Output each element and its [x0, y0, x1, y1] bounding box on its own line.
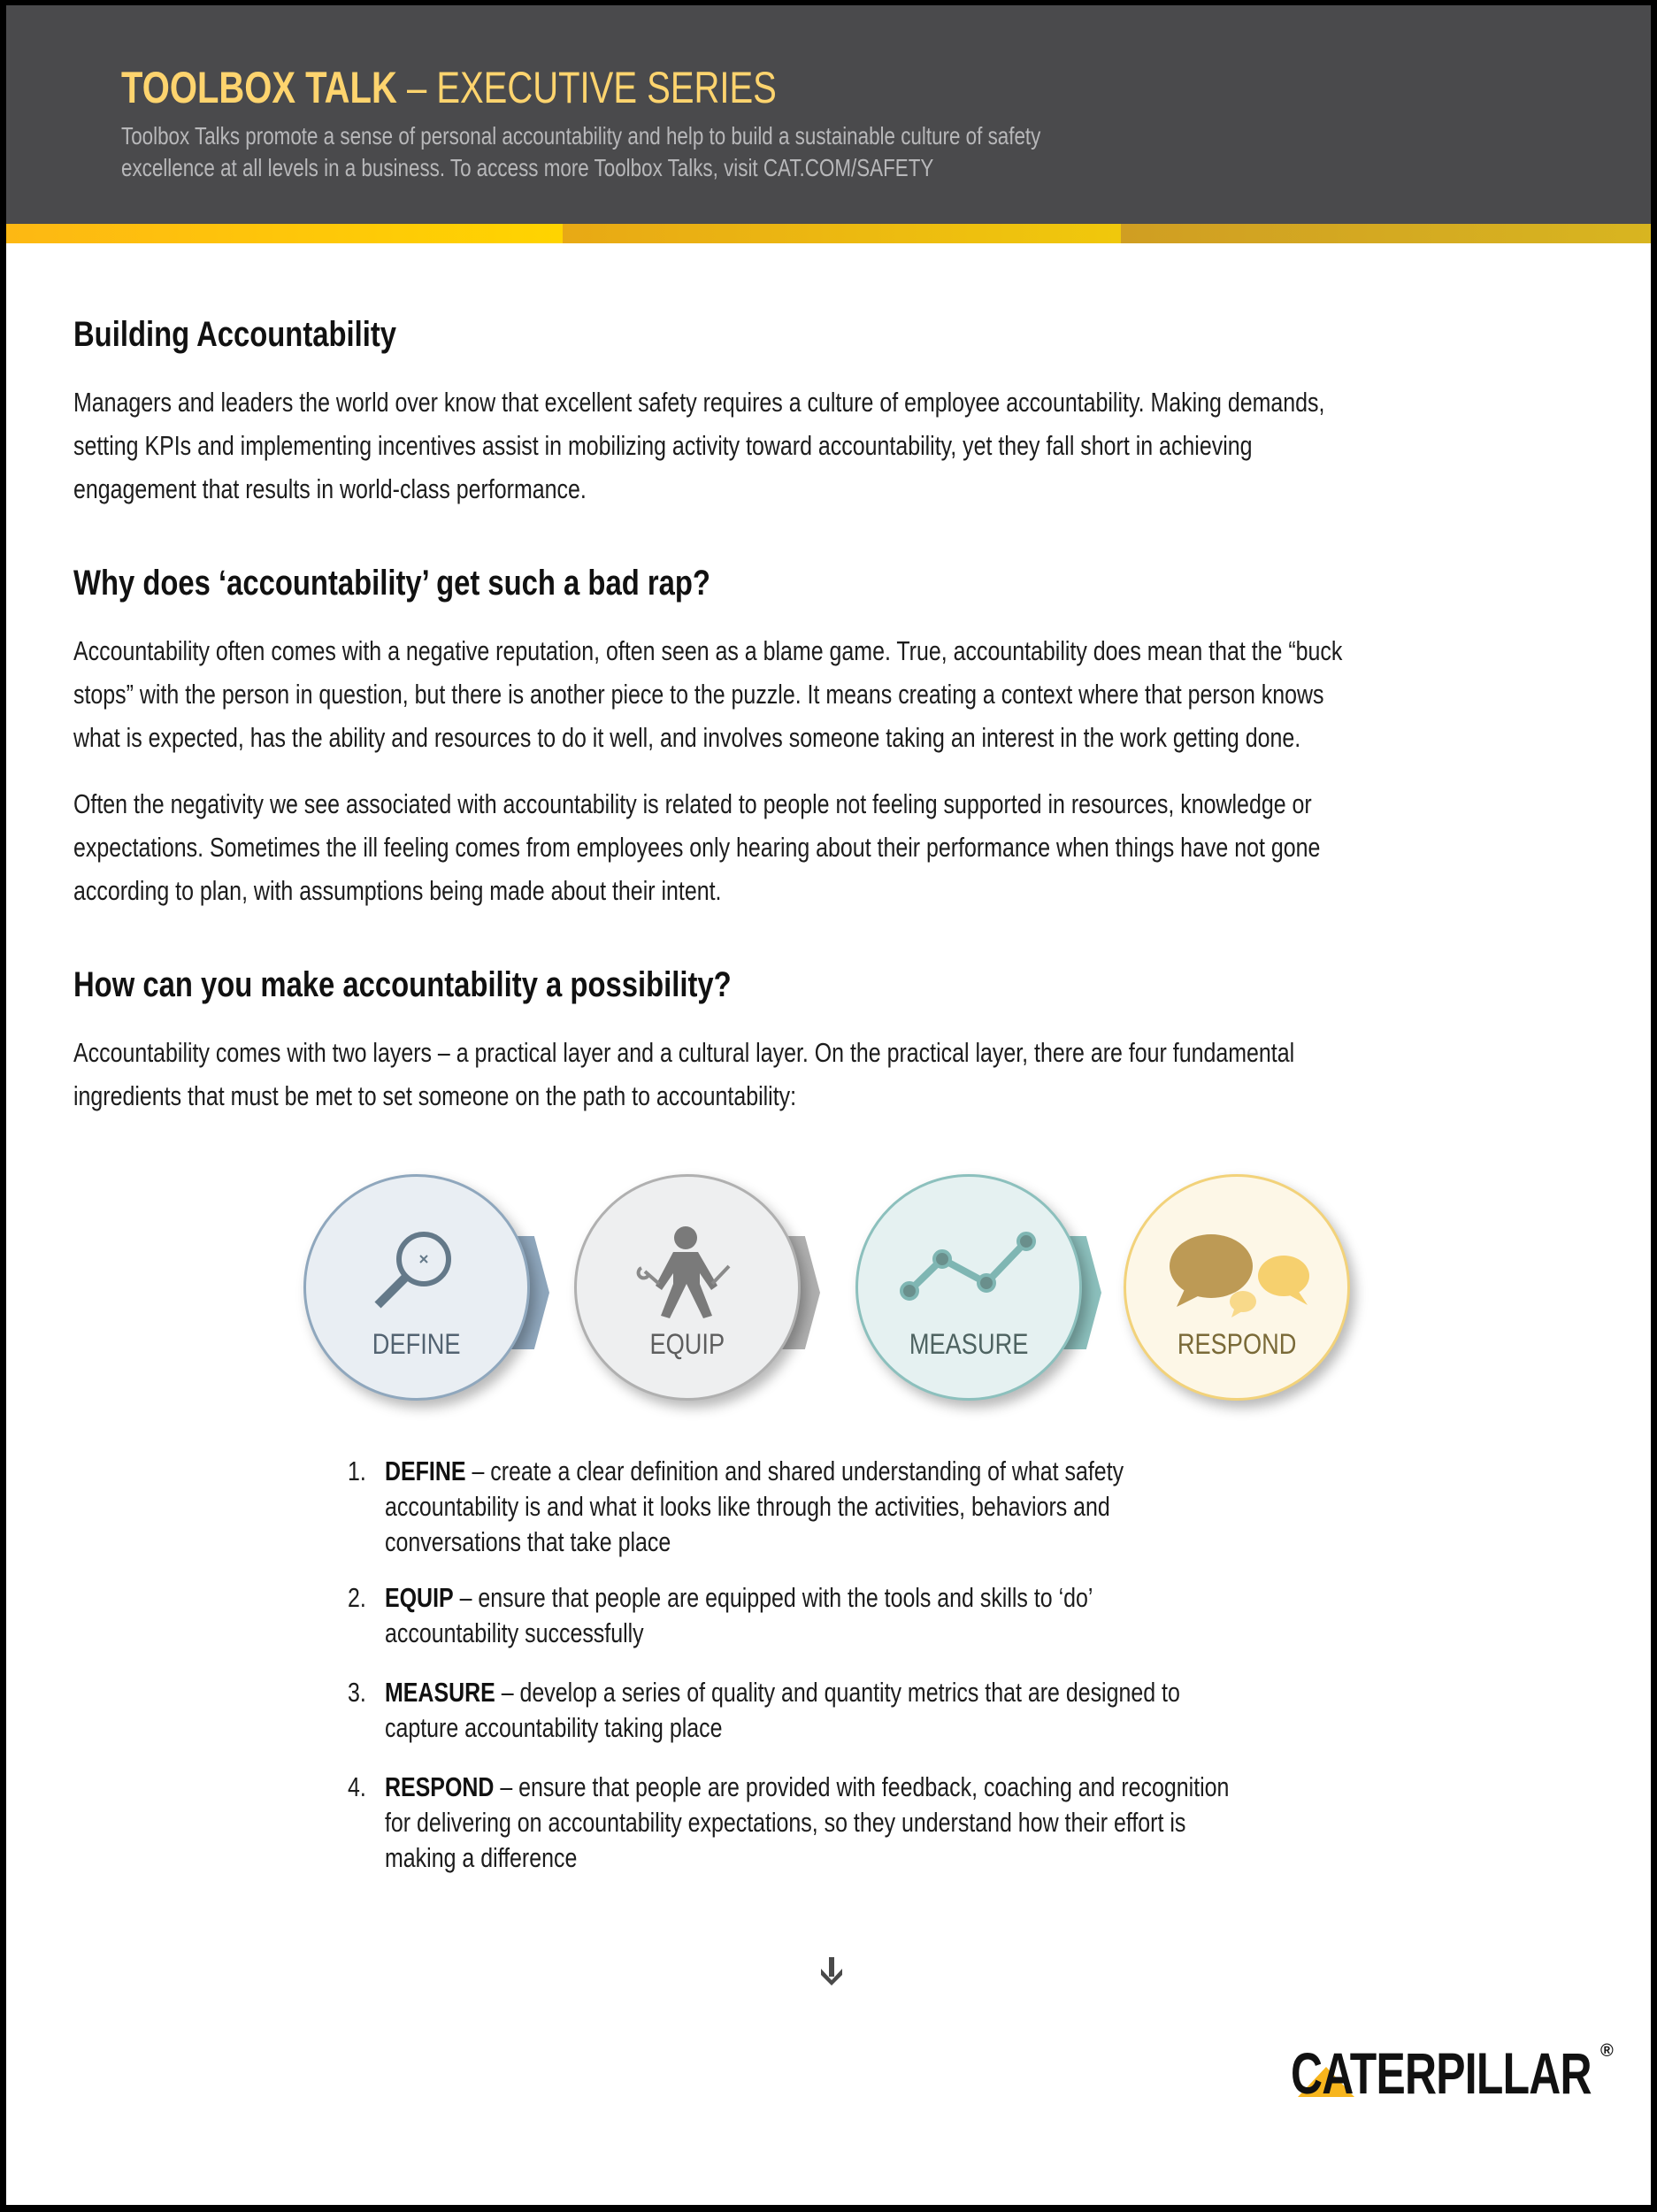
header-subtitle-line: excellence at all levels in a business. To access more Toolbox Talks, visit CAT.COM/SAFETY: [121, 154, 934, 181]
list-term: MEASURE: [385, 1677, 495, 1708]
step-respond: [1124, 1174, 1355, 1406]
list-item-line: for delivering on accountability expectations, so they understand how their effort is: [385, 1807, 1186, 1838]
header-title-bold: TOOLBOX TALK: [121, 63, 397, 112]
list-item-line: conversations that take place: [385, 1526, 671, 1557]
header-title-separator: –: [396, 63, 437, 112]
caterpillar-logo: [1291, 2042, 1645, 2104]
step-label: DEFINE: [372, 1328, 461, 1360]
paragraph-line: ingredients that must be met to set someone on the path to accountability:: [73, 1080, 797, 1111]
section-heading: How can you make accountability a possibility?: [73, 965, 732, 1004]
list-item-line: [385, 1678, 1180, 1706]
paragraph-line: according to plan, with assumptions being made about their intent.: [73, 875, 722, 906]
step-label: MEASURE: [909, 1328, 1029, 1360]
section-heading: Why does ‘accountability’ get such a bad rap?: [73, 564, 710, 603]
list-item-line: accountability successfully: [385, 1617, 644, 1648]
list-item: [348, 1773, 1434, 1801]
paragraph-line: setting KPIs and implementing incentives assist in mobilizing activity toward accountability, yet they fall short in achieving: [73, 430, 1253, 461]
paragraph-line: stops” with the person in question, but there is another piece to the puzzle. It means creating a context where that person knows: [73, 679, 1324, 710]
list-number: 1.: [348, 1455, 366, 1486]
list-text: – ensure that people are equipped with the tools and skills to ‘do’: [453, 1582, 1093, 1613]
page: [6, 5, 1651, 2205]
person-with-tools-icon: [574, 1174, 801, 1401]
logo-wordmark: CATERPILLAR: [1291, 2040, 1592, 2106]
paragraph-line: Accountability often comes with a negative reputation, often seen as a blame game. True, accountability does mean that the “buck: [73, 635, 1343, 666]
list-number: 2.: [348, 1582, 366, 1613]
list-text: – develop a series of quality and quantity metrics that are designed to: [495, 1677, 1180, 1708]
list-item-line: [385, 1584, 1093, 1611]
list-number: 4.: [348, 1771, 366, 1802]
list-item: [348, 1457, 1302, 1485]
logo-registered: ®: [1600, 2041, 1614, 2061]
step-equip: [574, 1174, 806, 1406]
list-item-line: [385, 1773, 1229, 1801]
list-number: 3.: [348, 1677, 366, 1708]
list-item-line: accountability is and what it looks like through the activities, behaviors and: [385, 1491, 1110, 1522]
paragraph-line: engagement that results in world-class performance.: [73, 473, 587, 504]
list-term: EQUIP: [385, 1582, 454, 1613]
header-title: [121, 65, 777, 110]
header-subtitle-line: Toolbox Talks promote a sense of personal accountability and help to build a sustainable culture of safety: [121, 122, 1041, 150]
section-heading: Building Accountability: [73, 315, 397, 354]
arrow-down-icon[interactable]: [818, 1957, 845, 1985]
brand-stripe-segment: [1121, 224, 1651, 243]
header-title-light: EXECUTIVE SERIES: [436, 63, 777, 112]
list-item-line: [385, 1457, 1124, 1485]
list-text: – create a clear definition and shared understanding of what safety: [465, 1455, 1124, 1486]
list-item: [348, 1584, 1264, 1611]
paragraph-line: Often the negativity we see associated with accountability is related to people not feeling supported in resources, knowledge or: [73, 788, 1312, 819]
speech-bubbles-icon: [1124, 1174, 1350, 1401]
magnifier-icon: [303, 1174, 530, 1401]
list-item: [348, 1678, 1373, 1706]
line-graph-icon: [855, 1174, 1082, 1401]
header-band: [6, 5, 1651, 224]
list-item-line: making a difference: [385, 1842, 578, 1873]
paragraph-line: expectations. Sometimes the ill feeling comes from employees only hearing about their performance when things have not gone: [73, 832, 1321, 863]
step-define: [303, 1174, 535, 1406]
step-label: RESPOND: [1177, 1328, 1297, 1360]
list-text: – ensure that people are provided with feedback, coaching and recognition: [494, 1771, 1230, 1802]
step-measure: [855, 1174, 1087, 1406]
step-label: EQUIP: [649, 1328, 725, 1360]
list-term: DEFINE: [385, 1455, 466, 1486]
list-item-line: capture accountability taking place: [385, 1712, 723, 1743]
brand-stripe-segment: [563, 224, 1121, 243]
paragraph-line: Accountability comes with two layers – a practical layer and a cultural layer. On the practical layer, there are four fundamental: [73, 1037, 1295, 1068]
list-term: RESPOND: [385, 1771, 495, 1802]
paragraph-line: Managers and leaders the world over know that excellent safety requires a culture of employee accountability. Making demands,: [73, 387, 1325, 418]
brand-stripe-segment: [6, 224, 563, 243]
paragraph-line: what is expected, has the ability and resources to do it well, and involves someone taking an interest in the work getting done.: [73, 722, 1301, 753]
